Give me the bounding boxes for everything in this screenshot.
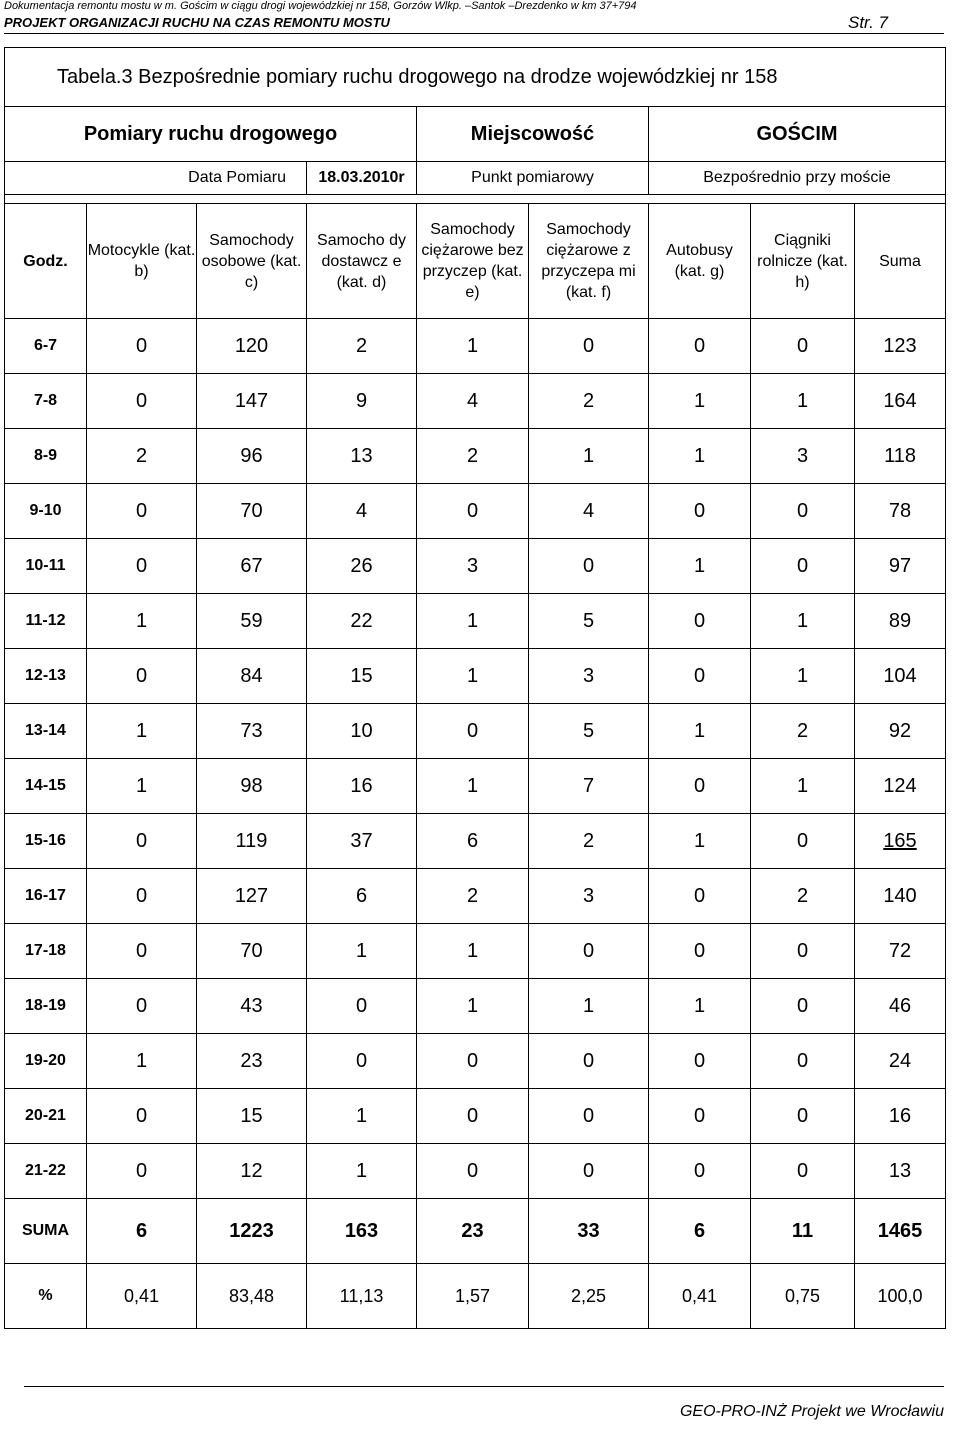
hour-cell: 8-9: [5, 429, 87, 484]
table-row: [5, 759, 946, 814]
value-cell: 0: [751, 319, 855, 374]
value-cell: 1: [307, 1089, 417, 1144]
value-cell: 1: [649, 374, 751, 429]
value-cell: 1: [417, 319, 529, 374]
value-cell: 0: [87, 1089, 197, 1144]
value-cell: 140: [855, 869, 946, 924]
value-cell: 0: [87, 869, 197, 924]
value-cell: 0: [87, 484, 197, 539]
value-cell: 72: [855, 924, 946, 979]
value-cell: 120: [197, 319, 307, 374]
measurement-date-value: 18.03.2010r: [307, 162, 417, 195]
value-cell: 1: [417, 594, 529, 649]
value-cell: 98: [197, 759, 307, 814]
hour-cell: 7-8: [5, 374, 87, 429]
caption-number: 3: [121, 65, 133, 88]
column-header: Autobusy (kat. g): [649, 204, 751, 319]
value-cell: 0: [649, 924, 751, 979]
sum-label: SUMA: [5, 1199, 87, 1264]
sum-cell: 6: [649, 1199, 751, 1264]
value-cell: 16: [307, 759, 417, 814]
table-row: [5, 814, 946, 869]
table-row: [5, 429, 946, 484]
value-cell: 0: [307, 1034, 417, 1089]
caption-prefix: Tabela.: [57, 65, 122, 88]
sum-cell: 163: [307, 1199, 417, 1264]
table-row: [5, 594, 946, 649]
sum-cell: 33: [529, 1199, 649, 1264]
value-cell: 0: [751, 484, 855, 539]
value-cell: 165: [855, 814, 946, 869]
header-divider: [4, 33, 944, 34]
value-cell: 0: [649, 1034, 751, 1089]
location-label: Miejscowość: [417, 107, 649, 162]
value-cell: 1: [417, 979, 529, 1034]
value-cell: 3: [529, 649, 649, 704]
value-cell: 46: [855, 979, 946, 1034]
column-header: Samocho dy dostawcz e (kat. d): [307, 204, 417, 319]
value-cell: 0: [87, 374, 197, 429]
column-header: Samochody ciężarowe z przyczepa mi (kat. f): [529, 204, 649, 319]
value-cell: 1: [649, 704, 751, 759]
hour-cell: 21-22: [5, 1144, 87, 1199]
value-cell: 89: [855, 594, 946, 649]
value-cell: 4: [307, 484, 417, 539]
value-cell: 6: [307, 869, 417, 924]
table-row: [5, 539, 946, 594]
value-cell: 73: [197, 704, 307, 759]
document-header-title: Dokumentacja remontu mostu w m. Gościm w ciągu drogi wojewódzkiej nr 158, Gorzów Wlkp. –Santok –Drezdenko w km 37+794: [4, 0, 637, 12]
value-cell: 0: [529, 319, 649, 374]
value-cell: 97: [855, 539, 946, 594]
value-cell: 1: [87, 759, 197, 814]
value-cell: 1: [649, 539, 751, 594]
value-cell: 2: [307, 319, 417, 374]
percent-cell: 0,41: [649, 1264, 751, 1329]
value-cell: 1: [751, 649, 855, 704]
hour-cell: 9-10: [5, 484, 87, 539]
value-cell: 0: [649, 319, 751, 374]
value-cell: 6: [417, 814, 529, 869]
sum-cell: 1465: [855, 1199, 946, 1264]
value-cell: 0: [649, 594, 751, 649]
value-cell: 24: [855, 1034, 946, 1089]
table-row: [5, 319, 946, 374]
value-cell: 0: [307, 979, 417, 1034]
footer-text: GEO-PRO-INŻ Projekt we Wrocławiu: [679, 1403, 944, 1420]
value-cell: 2: [751, 869, 855, 924]
sum-cell: 11: [751, 1199, 855, 1264]
percent-cell: 100,0: [855, 1264, 946, 1329]
table-row: [5, 1089, 946, 1144]
table-row: [5, 924, 946, 979]
value-cell: 3: [751, 429, 855, 484]
value-cell: 1: [649, 814, 751, 869]
value-cell: 70: [197, 484, 307, 539]
value-cell: 0: [529, 1034, 649, 1089]
value-cell: 1: [87, 704, 197, 759]
value-cell: 0: [649, 869, 751, 924]
value-cell: 0: [417, 1144, 529, 1199]
measurement-date-label: Data Pomiaru: [5, 162, 307, 195]
hour-cell: 18-19: [5, 979, 87, 1034]
footer-divider: [24, 1386, 944, 1387]
hour-cell: 10-11: [5, 539, 87, 594]
value-cell: 1: [87, 594, 197, 649]
traffic-table: [4, 47, 946, 1329]
column-header: Suma: [855, 204, 946, 319]
value-cell: 13: [855, 1144, 946, 1199]
hour-cell: 19-20: [5, 1034, 87, 1089]
value-cell: 13: [307, 429, 417, 484]
value-cell: 2: [529, 374, 649, 429]
value-cell: 5: [529, 594, 649, 649]
value-cell: 4: [417, 374, 529, 429]
value-cell: 0: [417, 704, 529, 759]
hour-cell: 16-17: [5, 869, 87, 924]
percent-cell: 1,57: [417, 1264, 529, 1329]
table-row: [5, 869, 946, 924]
value-cell: 1: [417, 649, 529, 704]
value-cell: 1: [307, 1144, 417, 1199]
location-value: GOŚCIM: [649, 107, 946, 162]
spacer: [5, 195, 946, 204]
hour-cell: 11-12: [5, 594, 87, 649]
value-cell: 4: [529, 484, 649, 539]
value-cell: 124: [855, 759, 946, 814]
value-cell: 3: [529, 869, 649, 924]
value-cell: 16: [855, 1089, 946, 1144]
value-cell: 0: [87, 814, 197, 869]
percent-cell: 2,25: [529, 1264, 649, 1329]
value-cell: 118: [855, 429, 946, 484]
project-title: PROJEKT ORGANIZACJI RUCHU NA CZAS REMONTU MOSTU: [4, 15, 390, 30]
sum-row: [5, 1199, 946, 1264]
hour-cell: 12-13: [5, 649, 87, 704]
column-header: Samochody osobowe (kat. c): [197, 204, 307, 319]
value-cell: 0: [529, 539, 649, 594]
value-cell: 9: [307, 374, 417, 429]
value-cell: 0: [417, 1089, 529, 1144]
table-caption: [5, 48, 946, 107]
value-cell: 7: [529, 759, 649, 814]
value-cell: 104: [855, 649, 946, 704]
value-cell: 2: [751, 704, 855, 759]
value-cell: 1: [529, 979, 649, 1034]
value-cell: 15: [197, 1089, 307, 1144]
hour-cell: 13-14: [5, 704, 87, 759]
value-cell: 0: [751, 1034, 855, 1089]
measurement-point-value: Bezpośrednio przy moście: [649, 162, 946, 195]
value-cell: 0: [751, 924, 855, 979]
value-cell: 59: [197, 594, 307, 649]
column-header: Motocykle (kat. b): [87, 204, 197, 319]
table-row: [5, 1034, 946, 1089]
hour-cell: 20-21: [5, 1089, 87, 1144]
column-header: Ciągniki rolnicze (kat. h): [751, 204, 855, 319]
table-row: [5, 979, 946, 1034]
value-cell: 1: [751, 759, 855, 814]
value-cell: 37: [307, 814, 417, 869]
value-cell: 2: [417, 429, 529, 484]
measurements-label: Pomiary ruchu drogowego: [5, 107, 417, 162]
value-cell: 0: [751, 979, 855, 1034]
value-cell: 0: [751, 1144, 855, 1199]
value-cell: 1: [307, 924, 417, 979]
measurement-point-label: Punkt pomiarowy: [417, 162, 649, 195]
value-cell: 1: [87, 1034, 197, 1089]
value-cell: 0: [649, 759, 751, 814]
value-cell: 1: [649, 979, 751, 1034]
value-cell: 10: [307, 704, 417, 759]
table-row: [5, 484, 946, 539]
percent-cell: 0,41: [87, 1264, 197, 1329]
value-cell: 67: [197, 539, 307, 594]
page-number: Str. 7: [848, 13, 888, 32]
percent-row: [5, 1264, 946, 1329]
value-cell: 0: [87, 924, 197, 979]
value-cell: 0: [751, 539, 855, 594]
value-cell: 119: [197, 814, 307, 869]
value-cell: 1: [417, 759, 529, 814]
value-cell: 147: [197, 374, 307, 429]
value-cell: 0: [87, 539, 197, 594]
sum-cell: 1223: [197, 1199, 307, 1264]
value-cell: 1: [751, 374, 855, 429]
value-cell: 26: [307, 539, 417, 594]
value-cell: 5: [529, 704, 649, 759]
value-cell: 22: [307, 594, 417, 649]
hour-cell: 17-18: [5, 924, 87, 979]
value-cell: 0: [649, 649, 751, 704]
value-cell: 78: [855, 484, 946, 539]
value-cell: 15: [307, 649, 417, 704]
hour-cell: 14-15: [5, 759, 87, 814]
value-cell: 96: [197, 429, 307, 484]
value-cell: 0: [751, 814, 855, 869]
column-header: Samochody ciężarowe bez przyczep (kat. e): [417, 204, 529, 319]
hour-cell: 6-7: [5, 319, 87, 374]
sum-cell: 6: [87, 1199, 197, 1264]
value-cell: 0: [529, 1089, 649, 1144]
value-cell: 1: [649, 429, 751, 484]
percent-label: %: [5, 1264, 87, 1329]
value-cell: 0: [87, 979, 197, 1034]
value-cell: 0: [87, 319, 197, 374]
value-cell: 1: [751, 594, 855, 649]
value-cell: 2: [529, 814, 649, 869]
value-cell: 0: [529, 924, 649, 979]
value-cell: 0: [417, 1034, 529, 1089]
column-header: Godz.: [5, 204, 87, 319]
value-cell: 43: [197, 979, 307, 1034]
value-cell: 2: [417, 869, 529, 924]
table-row: [5, 374, 946, 429]
sum-cell: 23: [417, 1199, 529, 1264]
percent-cell: 11,13: [307, 1264, 417, 1329]
value-cell: 70: [197, 924, 307, 979]
value-cell: 92: [855, 704, 946, 759]
value-cell: 23: [197, 1034, 307, 1089]
value-cell: 0: [751, 1089, 855, 1144]
value-cell: 0: [649, 1089, 751, 1144]
value-cell: 0: [87, 649, 197, 704]
value-cell: 0: [87, 1144, 197, 1199]
value-cell: 84: [197, 649, 307, 704]
table-row: [5, 1144, 946, 1199]
value-cell: 12: [197, 1144, 307, 1199]
value-cell: 0: [529, 1144, 649, 1199]
value-cell: 127: [197, 869, 307, 924]
value-cell: 123: [855, 319, 946, 374]
percent-cell: 0,75: [751, 1264, 855, 1329]
hour-cell: 15-16: [5, 814, 87, 869]
value-cell: 2: [87, 429, 197, 484]
table-row: [5, 704, 946, 759]
value-cell: 0: [417, 484, 529, 539]
value-cell: 164: [855, 374, 946, 429]
value-cell: 1: [417, 924, 529, 979]
caption-text: Bezpośrednie pomiary ruchu drogowego na drodze wojewódzkiej nr 158: [132, 65, 778, 88]
value-cell: 0: [649, 484, 751, 539]
value-cell: 3: [417, 539, 529, 594]
value-cell: 0: [649, 1144, 751, 1199]
percent-cell: 83,48: [197, 1264, 307, 1329]
value-cell: 1: [529, 429, 649, 484]
table-row: [5, 649, 946, 704]
